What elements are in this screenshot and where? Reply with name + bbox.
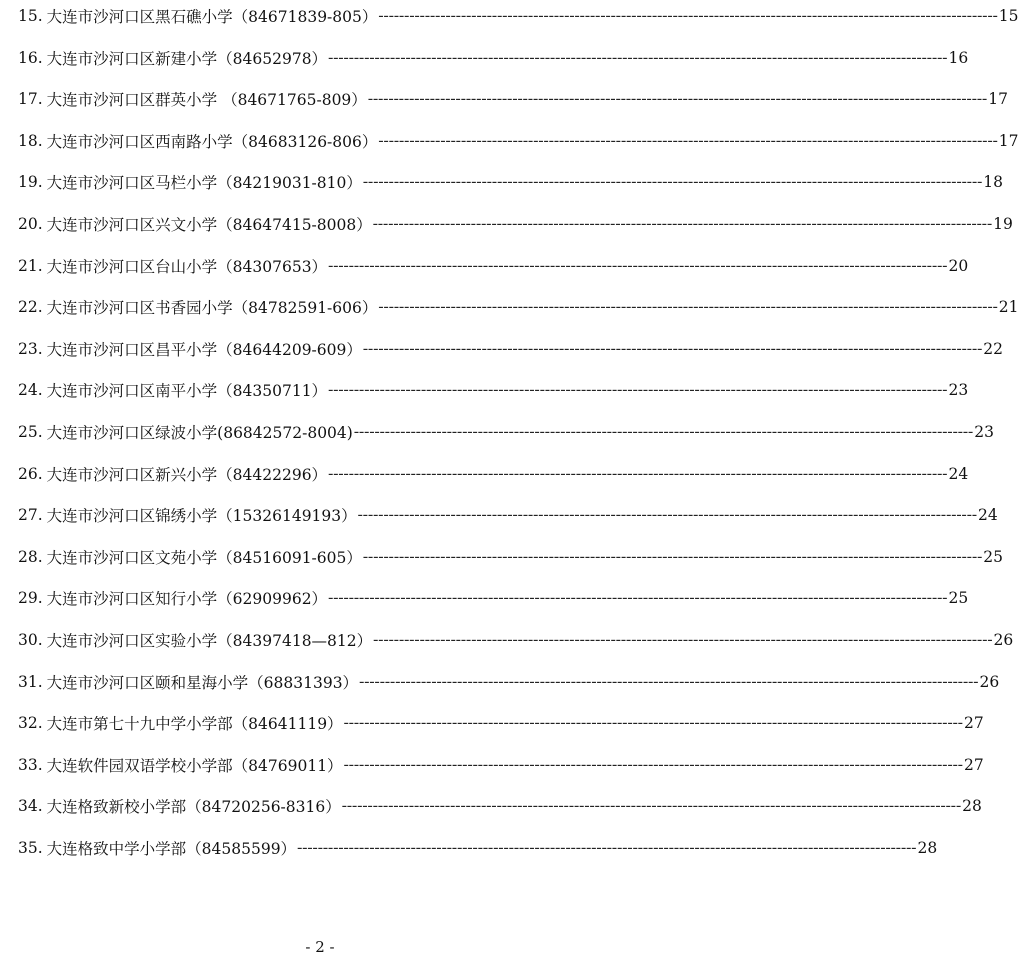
toc-leader-dashes: ------------------------------------------------------------------------------------------------------------------------ — [343, 755, 963, 773]
toc-leader-dashes: ------------------------------------------------------------------------------------------------------------------------ — [367, 90, 988, 108]
toc-entry-number: 22. — [18, 298, 43, 317]
toc-entry-page: 25 — [948, 589, 969, 608]
toc-entry-title: 大连市沙河口区实验小学（84397418—812） — [46, 632, 373, 650]
toc-leader-dashes: ------------------------------------------------------------------------------------------------------------------------ — [372, 215, 993, 232]
toc-leader-dashes: ------------------------------------------------------------------------------------------------------------------------ — [353, 423, 974, 440]
toc-entry[interactable] — [18, 626, 1014, 654]
toc-entry-title: 大连软件园双语学校小学部（84769011） — [46, 756, 343, 775]
toc-entry-page: 28 — [962, 797, 982, 816]
toc-leader-dashes: ------------------------------------------------------------------------------------------------------------------------ — [328, 256, 948, 274]
toc-entry-page: 15 — [998, 7, 1019, 25]
toc-entry-number: 16. — [18, 48, 43, 67]
toc-entry[interactable] — [18, 252, 969, 280]
toc-entry-page: 17 — [988, 90, 1008, 109]
toc-entry-title: 大连市沙河口区知行小学（62909962） — [46, 590, 328, 609]
toc-entry[interactable] — [18, 834, 938, 862]
toc-leader-dashes: ------------------------------------------------------------------------------------------------------------------------ — [359, 672, 979, 690]
toc-entry-page: 22 — [983, 339, 1004, 358]
toc-entry-page: 24 — [978, 506, 998, 525]
toc-entry-number: 28. — [18, 547, 43, 566]
toc-entry-page: 27 — [963, 714, 984, 733]
toc-entry[interactable] — [18, 751, 984, 779]
toc-entry-title: 大连市沙河口区台山小学（84307653） — [46, 257, 328, 276]
toc-entry-page: 24 — [948, 464, 969, 483]
toc-entry-page: 18 — [983, 173, 1004, 192]
toc-entry[interactable] — [18, 168, 1004, 196]
page-number: - 2 - — [305, 938, 335, 956]
toc-entry-number: 23. — [18, 339, 43, 358]
toc-entry-number: 24. — [18, 381, 43, 400]
toc-entry-page: 28 — [917, 839, 938, 857]
toc-entry-page: 27 — [963, 755, 984, 774]
toc-entry-number: 33. — [18, 755, 43, 774]
toc-entry-title: 大连市沙河口区绿波小学(86842572-8004) — [46, 424, 353, 442]
toc-entry-title: 大连市沙河口区锦绣小学（15326149193） — [46, 507, 357, 526]
toc-leader-dashes: ------------------------------------------------------------------------------------------------------------------------ — [378, 7, 998, 24]
toc-entry-number: 18. — [18, 131, 43, 150]
toc-entry[interactable] — [18, 2, 1019, 30]
toc-entry-number: 30. — [18, 631, 43, 649]
toc-entry-title: 大连格致新校小学部（84720256-8316） — [46, 798, 341, 817]
toc-entry-number: 35. — [18, 839, 43, 857]
toc-entry-title: 大连市沙河口区昌平小学（84644209-609） — [46, 340, 362, 359]
toc-leader-dashes: ------------------------------------------------------------------------------------------------------------------------ — [378, 298, 998, 316]
toc-entry-title: 大连市沙河口区南平小学（84350711） — [46, 382, 328, 401]
toc-leader-dashes: ------------------------------------------------------------------------------------------------------------------------ — [328, 48, 948, 66]
toc-entry-page: 23 — [974, 423, 994, 441]
toc-entry-title: 大连市沙河口区群英小学 （84671765-809） — [46, 91, 367, 110]
toc-entry-title: 大连市第七十九中学小学部（84641119） — [46, 715, 343, 734]
toc-entry[interactable] — [18, 501, 998, 529]
toc-entry-title: 大连市沙河口区新建小学（84652978） — [46, 49, 328, 68]
toc-entry-page: 26 — [979, 672, 1000, 691]
toc-entry[interactable] — [18, 210, 1013, 238]
toc-entry-number: 29. — [18, 589, 43, 608]
toc-entry-page: 17 — [998, 131, 1019, 150]
toc-leader-dashes: ------------------------------------------------------------------------------------------------------------------------ — [357, 506, 978, 524]
toc-entry[interactable] — [18, 127, 1019, 155]
toc-leader-dashes: ------------------------------------------------------------------------------------------------------------------------ — [328, 381, 948, 399]
toc-entry-number: 31. — [18, 672, 43, 691]
toc-entry-number: 17. — [18, 90, 43, 109]
toc-entry-number: 26. — [18, 464, 43, 483]
toc-leader-dashes: ------------------------------------------------------------------------------------------------------------------------ — [328, 464, 948, 482]
toc-entry-number: 15. — [18, 7, 43, 25]
toc-entry[interactable] — [18, 460, 969, 488]
toc-leader-dashes: ------------------------------------------------------------------------------------------------------------------------ — [343, 714, 963, 732]
toc-leader-dashes: ------------------------------------------------------------------------------------------------------------------------ — [362, 547, 983, 565]
toc-entry-number: 34. — [18, 797, 43, 816]
toc-entry-title: 大连市沙河口区书香园小学（84782591-606） — [46, 299, 378, 318]
toc-entry[interactable] — [18, 668, 1000, 696]
toc-entry-page: 23 — [948, 381, 969, 400]
toc-leader-dashes: ------------------------------------------------------------------------------------------------------------------------ — [297, 839, 917, 856]
toc-leader-dashes: ------------------------------------------------------------------------------------------------------------------------ — [362, 339, 983, 357]
toc-entry[interactable] — [18, 792, 982, 820]
toc-entry-number: 21. — [18, 256, 43, 275]
toc-entry-title: 大连市沙河口区兴文小学（84647415-8008） — [46, 216, 372, 234]
toc-entry[interactable] — [18, 543, 1004, 571]
toc-leader-dashes: ------------------------------------------------------------------------------------------------------------------------ — [341, 797, 962, 815]
toc-leader-dashes: ------------------------------------------------------------------------------------------------------------------------ — [328, 589, 948, 607]
toc-entry-page: 21 — [998, 298, 1019, 317]
toc-entry-title: 大连市沙河口区新兴小学（84422296） — [46, 465, 328, 484]
toc-entry-title: 大连市沙河口区颐和星海小学（68831393） — [46, 673, 359, 692]
toc-entry[interactable] — [18, 85, 1008, 113]
toc-entry-page: 19 — [993, 215, 1013, 233]
toc-entry[interactable] — [18, 709, 984, 737]
toc-leader-dashes: ------------------------------------------------------------------------------------------------------------------------ — [373, 631, 993, 648]
toc-leader-dashes: ------------------------------------------------------------------------------------------------------------------------ — [378, 131, 998, 149]
toc-entry-number: 19. — [18, 173, 43, 192]
toc-entry-title: 大连市沙河口区西南路小学（84683126-806） — [46, 132, 378, 151]
toc-leader-dashes: ------------------------------------------------------------------------------------------------------------------------ — [362, 173, 983, 191]
toc-entry[interactable] — [18, 418, 994, 446]
toc-entry-number: 32. — [18, 714, 43, 733]
toc-entry-title: 大连市沙河口区马栏小学（84219031-810） — [46, 174, 362, 193]
toc-entry-number: 25. — [18, 423, 43, 441]
toc-entry-title: 大连市沙河口区黑石礁小学（84671839-805） — [46, 8, 378, 26]
toc-entry-page: 16 — [948, 48, 969, 67]
toc-entry-page: 20 — [948, 256, 969, 275]
toc-entry[interactable] — [18, 376, 969, 404]
toc-entry-page: 25 — [983, 547, 1004, 566]
toc-entry-title: 大连格致中学小学部（84585599） — [46, 840, 297, 858]
toc-entry-number: 20. — [18, 215, 43, 233]
toc-entry-title: 大连市沙河口区文苑小学（84516091-605） — [46, 548, 362, 567]
toc-entry[interactable] — [18, 293, 1019, 321]
toc-entry-page: 26 — [993, 631, 1014, 649]
toc-entry-number: 27. — [18, 506, 43, 525]
toc-entry[interactable] — [18, 335, 1004, 363]
toc-entry[interactable] — [18, 584, 969, 612]
toc-entry[interactable] — [18, 44, 969, 72]
